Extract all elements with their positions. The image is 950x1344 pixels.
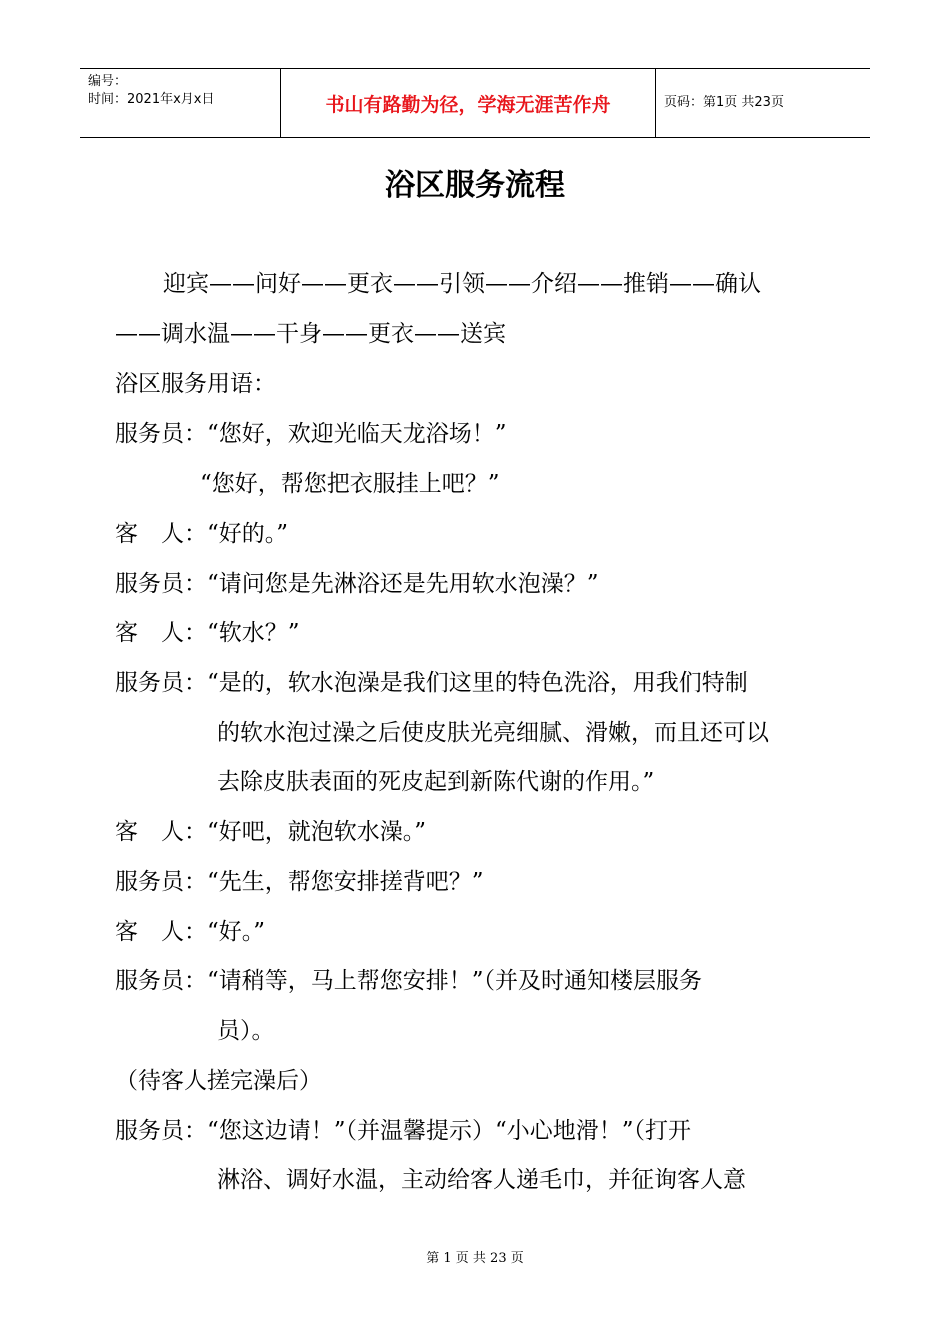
body-line: 服务员：“先生，帮您安排搓背吧？” — [115, 869, 484, 895]
body-line: “您好，帮您把衣服挂上吧？” — [200, 471, 500, 497]
body-line: 服务员：“请问您是先淋浴还是先用软水泡澡？” — [115, 571, 599, 597]
body-line: ——调水温——干身——更衣——送宾 — [115, 321, 506, 347]
body-line: 去除皮肤表面的死皮起到新陈代谢的作用。” — [217, 769, 655, 795]
body-line: 服务员：“您这边请！”（并温馨提示）“小心地滑！”（打开 — [115, 1118, 692, 1144]
header-motto: 书山有路勤为径，学海无涯苦作舟 — [325, 93, 611, 116]
body-line: 的软水泡过澡之后使皮肤光亮细腻、滑嫩，而且还可以 — [217, 720, 769, 746]
body-line: 迎宾——问好——更衣——引领——介绍——推销——确认 — [163, 271, 761, 297]
body-line: 客 人：“软水？” — [115, 620, 300, 646]
header-meta-cell — [80, 69, 280, 137]
body-line: 浴区服务用语： — [115, 371, 276, 397]
header-page-cell — [656, 69, 870, 137]
page-footer: 第 1 页 共 23 页 — [426, 1251, 524, 1266]
header-motto-cell — [280, 69, 656, 137]
body-line: 客 人：“好的。” — [115, 521, 289, 547]
document-number-label: 编号： — [88, 74, 128, 89]
page-title: 浴区服务流程 — [385, 168, 565, 203]
body-line: 服务员：“请稍等，马上帮您安排！”（并及时通知楼层服务 — [115, 968, 703, 994]
document-header — [80, 68, 870, 138]
header-page-info: 页码：第1页 共23页 — [664, 95, 784, 110]
body-line: 服务员：“您好，欢迎光临天龙浴场！” — [115, 421, 507, 447]
body-line: 客 人：“好吧，就泡软水澡。” — [115, 819, 427, 845]
body-line: 服务员：“是的，软水泡澡是我们这里的特色洗浴，用我们特制 — [115, 670, 748, 696]
document-date: 时间：2021年x月x日 — [88, 92, 215, 107]
body-line: （待客人搓完澡后） — [115, 1068, 322, 1094]
body-line: 客 人：“好。” — [115, 919, 266, 945]
body-line: 员）。 — [217, 1018, 275, 1044]
body-line: 淋浴、调好水温，主动给客人递毛巾，并征询客人意 — [217, 1167, 746, 1193]
